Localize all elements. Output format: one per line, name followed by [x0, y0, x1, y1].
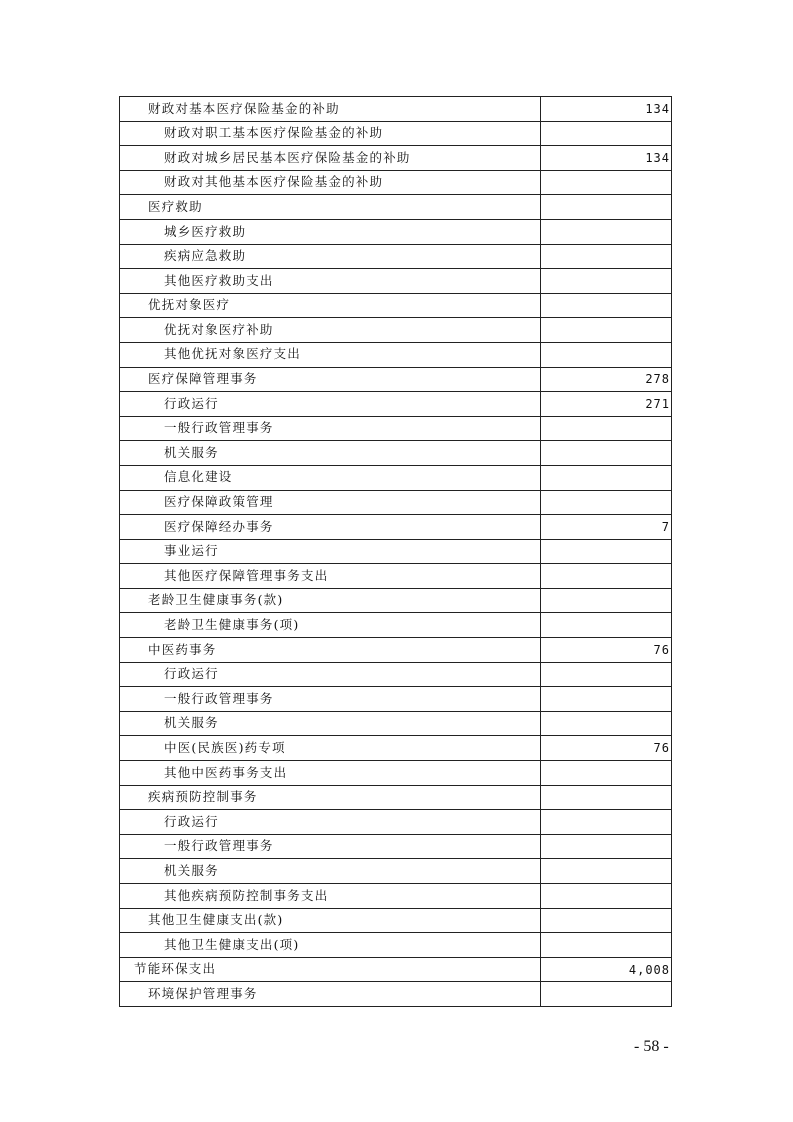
table-row	[120, 195, 672, 220]
budget-table-body	[120, 97, 672, 1007]
row-amount: 76	[541, 736, 672, 761]
table-row	[120, 539, 672, 564]
row-item-name: 节能环保支出	[120, 957, 541, 982]
row-amount	[541, 613, 672, 638]
row-amount	[541, 318, 672, 343]
table-row	[120, 219, 672, 244]
row-amount	[541, 785, 672, 810]
row-amount	[541, 687, 672, 712]
row-amount	[541, 195, 672, 220]
row-amount	[541, 834, 672, 859]
page-number: - 58 -	[634, 1038, 669, 1055]
row-item-name: 老龄卫生健康事务(款)	[120, 588, 541, 613]
row-amount	[541, 170, 672, 195]
row-item-name: 疾病预防控制事务	[120, 785, 541, 810]
row-amount	[541, 588, 672, 613]
row-item-name: 机关服务	[120, 711, 541, 736]
table-row	[120, 515, 672, 540]
row-amount	[541, 293, 672, 318]
table-row	[120, 146, 672, 171]
row-item-name: 医疗保障管理事务	[120, 367, 541, 392]
row-item-name: 财政对基本医疗保险基金的补助	[120, 97, 541, 122]
row-item-name: 优抚对象医疗	[120, 293, 541, 318]
row-amount: 278	[541, 367, 672, 392]
table-row	[120, 97, 672, 122]
row-amount	[541, 465, 672, 490]
row-amount: 4,008	[541, 957, 672, 982]
row-amount: 76	[541, 638, 672, 663]
row-item-name: 中医(民族医)药专项	[120, 736, 541, 761]
table-row	[120, 810, 672, 835]
row-item-name: 事业运行	[120, 539, 541, 564]
row-amount	[541, 884, 672, 909]
row-amount	[541, 490, 672, 515]
table-row	[120, 884, 672, 909]
table-row	[120, 687, 672, 712]
table-row	[120, 588, 672, 613]
row-amount	[541, 244, 672, 269]
table-row	[120, 170, 672, 195]
row-amount	[541, 908, 672, 933]
table-row	[120, 908, 672, 933]
table-row	[120, 441, 672, 466]
row-amount: 134	[541, 146, 672, 171]
row-amount	[541, 711, 672, 736]
row-item-name: 中医药事务	[120, 638, 541, 663]
table-row	[120, 834, 672, 859]
row-item-name: 疾病应急救助	[120, 244, 541, 269]
row-amount	[541, 416, 672, 441]
row-amount	[541, 219, 672, 244]
row-item-name: 优抚对象医疗补助	[120, 318, 541, 343]
table-row	[120, 269, 672, 294]
row-item-name: 行政运行	[120, 662, 541, 687]
row-item-name: 信息化建设	[120, 465, 541, 490]
row-amount	[541, 933, 672, 958]
budget-table-container	[119, 96, 671, 1007]
row-item-name: 环境保护管理事务	[120, 982, 541, 1007]
table-row	[120, 736, 672, 761]
row-amount	[541, 810, 672, 835]
table-row	[120, 293, 672, 318]
row-amount	[541, 269, 672, 294]
table-row	[120, 662, 672, 687]
row-item-name: 其他疾病预防控制事务支出	[120, 884, 541, 909]
row-amount	[541, 859, 672, 884]
table-row	[120, 564, 672, 589]
row-amount	[541, 982, 672, 1007]
row-item-name: 财政对职工基本医疗保险基金的补助	[120, 121, 541, 146]
table-row	[120, 342, 672, 367]
row-amount: 7	[541, 515, 672, 540]
row-amount: 271	[541, 392, 672, 417]
table-row	[120, 244, 672, 269]
row-item-name: 其他医疗救助支出	[120, 269, 541, 294]
row-amount	[541, 441, 672, 466]
row-amount	[541, 564, 672, 589]
row-item-name: 机关服务	[120, 441, 541, 466]
row-item-name: 财政对城乡居民基本医疗保险基金的补助	[120, 146, 541, 171]
budget-table	[119, 96, 672, 1007]
row-item-name: 财政对其他基本医疗保险基金的补助	[120, 170, 541, 195]
table-row	[120, 121, 672, 146]
table-row	[120, 711, 672, 736]
row-item-name: 机关服务	[120, 859, 541, 884]
row-amount	[541, 662, 672, 687]
row-item-name: 其他中医药事务支出	[120, 761, 541, 786]
row-item-name: 一般行政管理事务	[120, 687, 541, 712]
table-row	[120, 638, 672, 663]
table-row	[120, 785, 672, 810]
row-amount	[541, 539, 672, 564]
row-item-name: 医疗救助	[120, 195, 541, 220]
row-amount: 134	[541, 97, 672, 122]
row-item-name: 医疗保障经办事务	[120, 515, 541, 540]
table-row	[120, 613, 672, 638]
row-item-name: 其他卫生健康支出(款)	[120, 908, 541, 933]
row-item-name: 其他卫生健康支出(项)	[120, 933, 541, 958]
table-row	[120, 982, 672, 1007]
table-row	[120, 318, 672, 343]
row-item-name: 一般行政管理事务	[120, 416, 541, 441]
table-row	[120, 367, 672, 392]
row-item-name: 行政运行	[120, 810, 541, 835]
table-row	[120, 933, 672, 958]
row-amount	[541, 121, 672, 146]
table-row	[120, 490, 672, 515]
row-item-name: 其他医疗保障管理事务支出	[120, 564, 541, 589]
table-row	[120, 392, 672, 417]
row-amount	[541, 342, 672, 367]
table-row	[120, 465, 672, 490]
row-item-name: 一般行政管理事务	[120, 834, 541, 859]
table-row	[120, 859, 672, 884]
row-item-name: 老龄卫生健康事务(项)	[120, 613, 541, 638]
row-item-name: 其他优抚对象医疗支出	[120, 342, 541, 367]
table-row	[120, 416, 672, 441]
table-row	[120, 761, 672, 786]
row-item-name: 行政运行	[120, 392, 541, 417]
row-item-name: 城乡医疗救助	[120, 219, 541, 244]
row-item-name: 医疗保障政策管理	[120, 490, 541, 515]
row-amount	[541, 761, 672, 786]
table-row	[120, 957, 672, 982]
